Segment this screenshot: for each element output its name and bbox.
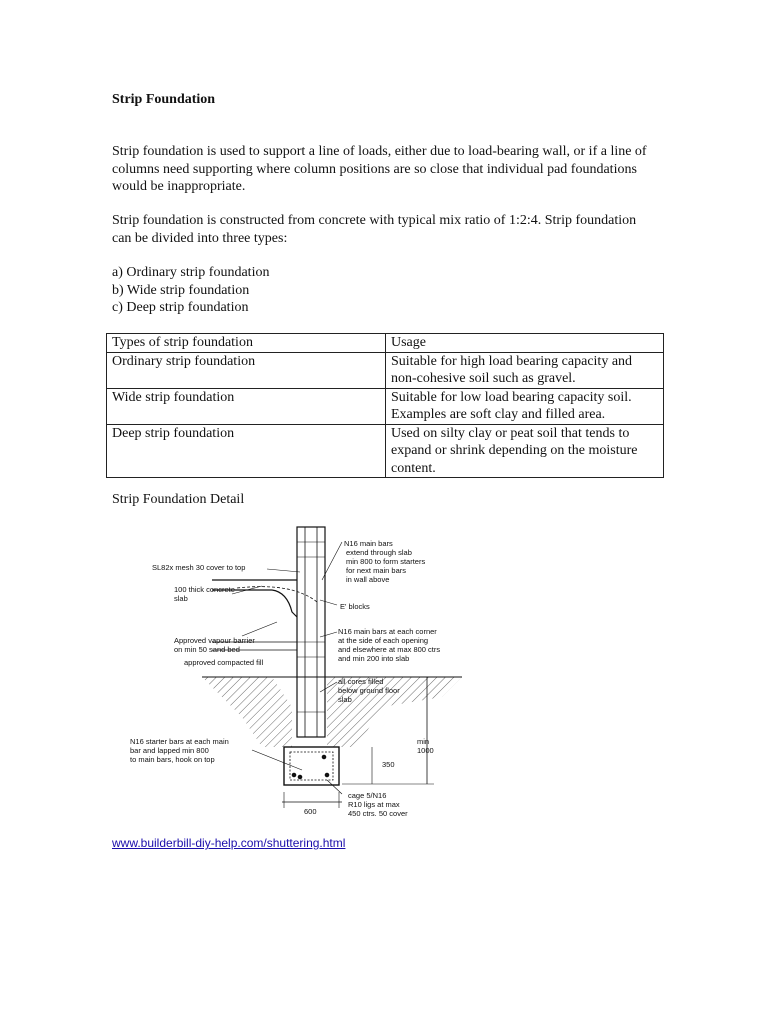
diagram-label: SL82x mesh 30 cover to top xyxy=(152,563,246,572)
foundation-types-table xyxy=(106,333,664,478)
diagram-label: extend through slab xyxy=(346,548,412,557)
diagram-label: to main bars, hook on top xyxy=(130,755,215,764)
table-cell: Used on silty clay or peat soil that tends to expand or shrink depending on the moisture content. xyxy=(386,424,664,478)
diagram-label: at the side of each opening xyxy=(338,636,429,645)
foundation-types-list xyxy=(112,264,269,317)
diagram-label: 100 thick concrete xyxy=(174,585,235,594)
intro-paragraph: Strip foundation is used to support a line of loads, either due to load-bearing wall, or if a line of columns need supporting where column positions are so close that individual pad foundations would be inappropriate. xyxy=(112,144,647,194)
diagram-label: 350 xyxy=(382,760,395,769)
table-header-cell: Types of strip foundation xyxy=(107,334,386,353)
table-cell: Suitable for high load bearing capacity and non-cohesive soil such as gravel. xyxy=(386,352,664,388)
table-row xyxy=(107,424,664,478)
diagram-label: cage 5/N16 xyxy=(348,791,387,800)
table-cell: Deep strip foundation xyxy=(107,424,386,478)
diagram-label: slab xyxy=(174,594,188,603)
diagram-label: on min 50 sand bed xyxy=(174,645,240,654)
diagram-label: in wall above xyxy=(346,575,390,584)
diagram-label: min 800 to form starters xyxy=(346,557,426,566)
list-item: a) Ordinary strip foundation xyxy=(112,265,270,280)
diagram-label: below ground floor xyxy=(338,686,400,695)
diagram-label: 450 ctrs. 50 cover xyxy=(348,809,408,818)
diagram-label: 1000 xyxy=(417,746,434,755)
diagram-label: R10 ligs at max xyxy=(348,800,400,809)
table-cell: Suitable for low load bearing capacity soil. Examples are soft clay and filled area. xyxy=(386,388,664,424)
diagram-label: approved compacted fill xyxy=(184,658,264,667)
diagram-label: Approved vapour barrier xyxy=(174,636,255,645)
diagram-label: slab xyxy=(338,695,352,704)
strip-foundation-diagram xyxy=(130,522,502,822)
diagram-label: and min 200 into slab xyxy=(338,654,410,663)
diagram-label: and elsewhere at max 800 ctrs xyxy=(338,645,441,654)
diagram-label: bar and lapped min 800 xyxy=(130,746,209,755)
detail-heading: Strip Foundation Detail xyxy=(112,492,245,507)
table-header-row xyxy=(107,334,664,353)
diagram-label: E' blocks xyxy=(340,602,370,611)
shuttering-link[interactable]: www.builderbill-diy-help.com/shuttering.html xyxy=(112,836,346,850)
block-wall xyxy=(297,527,325,737)
mix-ratio-paragraph: Strip foundation is constructed from concrete with typical mix ratio of 1:2:4. Strip foundation can be divided into three types: xyxy=(112,213,637,246)
table-cell: Wide strip foundation xyxy=(107,388,386,424)
diagram-label: for next main bars xyxy=(346,566,407,575)
diagram-label: 600 xyxy=(304,807,317,816)
diagram-label: N16 main bars at each corner xyxy=(338,627,437,636)
table-header-cell: Usage xyxy=(386,334,664,353)
table-row xyxy=(107,388,664,424)
list-item: b) Wide strip foundation xyxy=(112,282,250,298)
document-title: Strip Foundation xyxy=(112,92,216,107)
table-cell: Ordinary strip foundation xyxy=(107,352,386,388)
diagram-label: all cores filled xyxy=(338,677,384,686)
table-row xyxy=(107,352,664,388)
diagram-label: N16 main bars xyxy=(344,539,393,548)
list-item: c) Deep strip foundation xyxy=(112,300,249,315)
diagram-label: N16 starter bars at each main xyxy=(130,737,229,746)
diagram-label: min xyxy=(417,737,430,746)
